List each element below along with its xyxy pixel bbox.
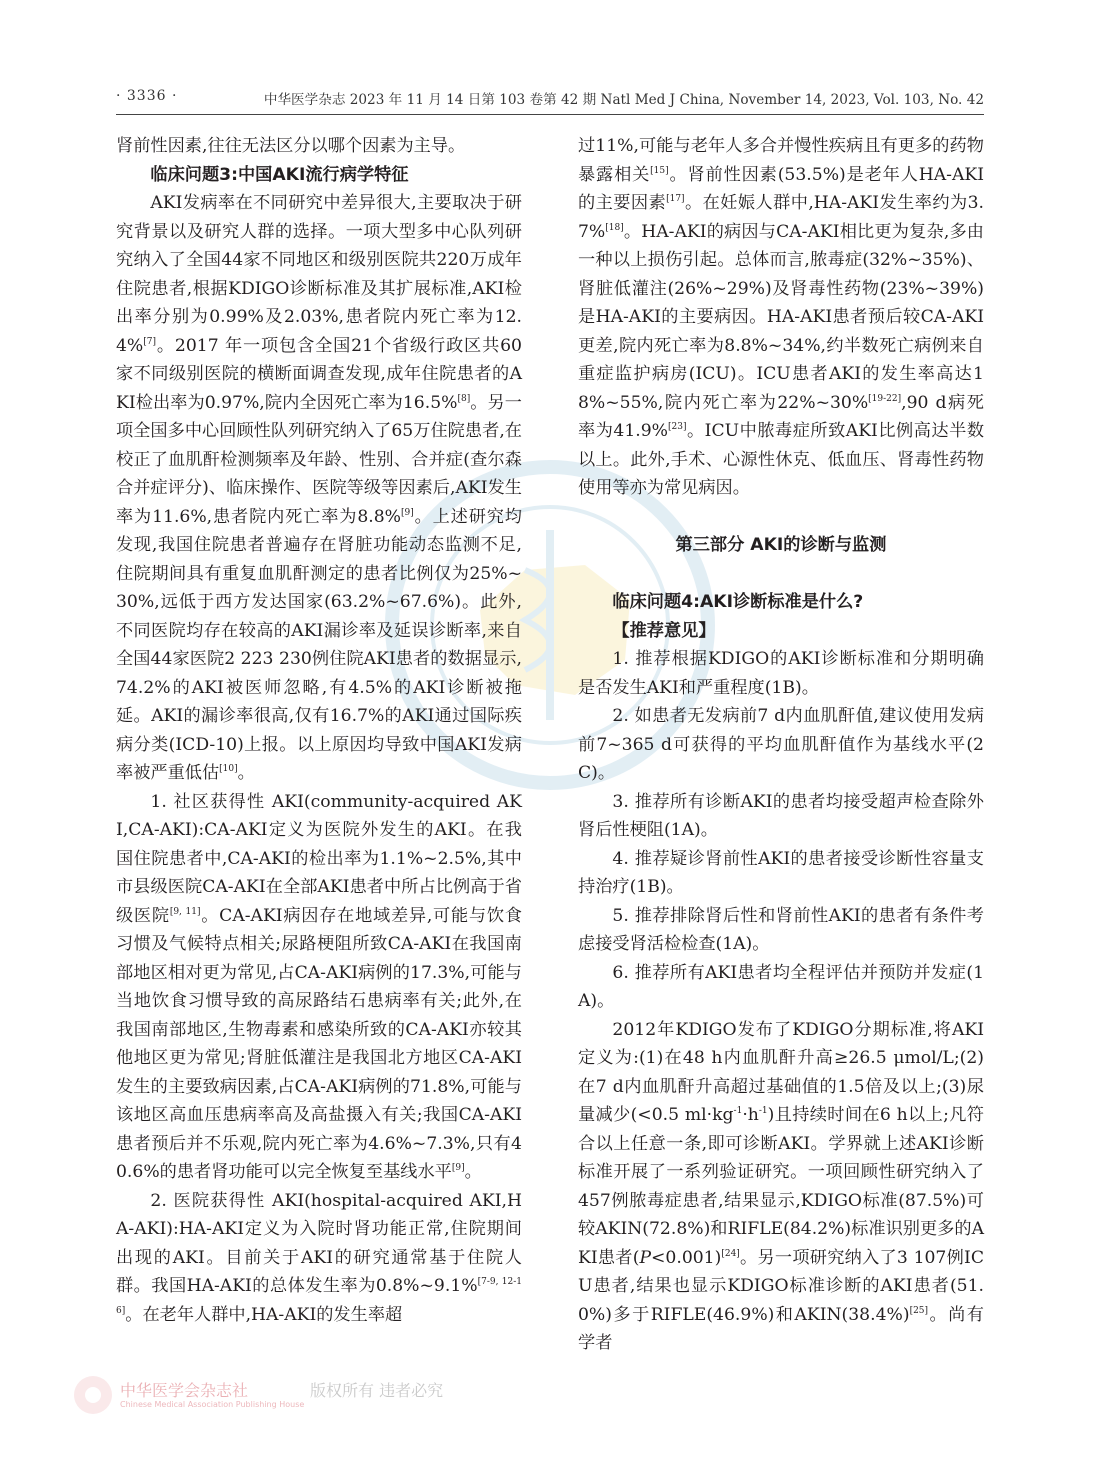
citation: [18] (605, 222, 624, 233)
section-heading-q4: 临床问题4:AKI诊断标准是什么? (612, 592, 864, 612)
recommendation-item: 4. 推荐疑诊肾前性AKI的患者接受诊断性容量支持治疗(1B)。 (578, 848, 984, 897)
citation: [15] (650, 165, 669, 176)
publisher-name: 中华医学会杂志社 (120, 1381, 249, 1400)
paragraph: 2. 医院获得性 AKI(hospital-acquired AKI,HA-AKI):HA-AKI定义为入院时肾功能正常,住院期间出现的AKI。目前关于AKI的研究通常基于住院人群。我国HA-AKI的总体发生率为0.8%~9.1%[7-9, 12-16]。在老年人群中,HA-AKI的发生率超 (116, 1190, 523, 1325)
citation: [9] (401, 507, 414, 518)
citation: [25] (909, 1305, 929, 1316)
publisher-name-en: Chinese Medical Association Publishing House (120, 1400, 305, 1409)
citation: [19-22] (868, 393, 902, 404)
recommendation-item: 5. 推荐排除肾后性和肾前性AKI的患者有条件考虑接受肾活检检查(1A)。 (578, 905, 984, 954)
paragraph: 1. 社区获得性 AKI(community-acquired AKI,CA-AKI):CA-AKI定义为医院外发生的AKI。在我国住院患者中,CA-AKI的检出率为1.1%~2.5%,其中市县级医院CA-AKI在全部AKI患者中所占比例高于省级医院[9, 11]。CA-AKI病因存在地域差异,可能与饮食习惯及气候特点相关;尿路梗阻所致CA-AKI在我国南部地区相对更为常见,占CA-AKI病例的17.3%,可能与当地饮食习惯导致的高尿路结石患病率有关;此外,在我国南部地区,生物毒素和感染所致的CA-AKI亦较其他地区更为常见;肾脏低灌注是我国北方地区CA-AKI发生的主要致病因素,占CA-AKI病例的71.8%,可能与该地区高血压患病率高及高盐摄入有关;我国CA-AKI患者预后并不乐观,院内死亡率为4.6%~7.3%,只有40.6%的患者肾功能可以完全恢复至基线水平[9]。 (116, 791, 522, 1182)
citation: [23] (668, 422, 687, 432)
recommendation-item: 6. 推荐所有AKI患者均全程评估并预防并发症(1A)。 (578, 962, 984, 1011)
citation: [10] (219, 764, 238, 774)
part-heading: 第三部分 AKI的诊断与监测 (675, 535, 887, 555)
running-header (116, 88, 984, 110)
citation: [7-9, 12-16] (116, 1277, 523, 1316)
right-column (578, 132, 984, 1358)
journal-citation: 中华医学杂志 2023 年 11 月 14 日第 103 卷第 42 期 Natl Med J China, November 14, 2023, Vol. 103, No. 42 (263, 92, 984, 108)
citation: [9] (451, 1163, 465, 1173)
citation: [7] (143, 336, 157, 347)
paragraph: AKI发病率在不同研究中差异很大,主要取决于研究背景以及研究人群的选择。一项大型多中心队列研究纳入了全国44家不同地区和级别医院共220万成年住院患者,根据KDIGO诊断标准及其扩展标准,AKI检出率分别为0.99%及2.03%,患者院内死亡率为12.4%[7]。2017 年一项包含全国21个省级行政区共60家不同级别医院的横断面调查发现,成年住院患者的AKI检出率为0.97%,院内全因死亡率为16.5%[8]。另一项全国多中心回顾性队列研究纳入了65万住院患者,在校正了血肌酐检测频率及年龄、性别、合并症(查尔森合并症评分)、临床操作、医院等级等因素后,AKI发生率为11.6%,患者院内死亡率为8.8%[9]。上述研究均发现,我国住院患者普遍存在肾脏功能动态监测不足,住院期间具有重复血肌酐测定的患者比例仅为25%~30%,远低于西方发达国家(63.2%~67.6%)。此外,不同医院均存在较高的AKI漏诊率及延误诊断率,来自全国44家医院2 223 230例住院AKI患者的数据显示,74.2%的AKI被医师忽略,有4.5%的AKI诊断被拖延。AKI的漏诊率很高,仅有16.7%的AKI通过国际疾病分类(ICD-10)上报。以上原因均导致中国AKI发病率被严重低估[10]。 (116, 193, 522, 783)
section-heading-q3: 临床问题3:中国AKI流行病学特征 (150, 164, 409, 185)
citation: [8] (457, 393, 471, 404)
page-number: · 3336 · (116, 88, 178, 104)
recommendation-item: 1. 推荐根据KDIGO的AKI诊断标准和分期明确是否发生AKI和严重程度(1B)。 (578, 649, 984, 698)
recommendation-item: 2. 如患者无发病前7 d内血肌酐值,建议使用发病前7~365 d可获得的平均血肌酐值作为基线水平(2C)。 (578, 706, 984, 783)
citation: [9, 11] (169, 906, 201, 917)
publisher-logo-icon (72, 1374, 114, 1416)
recommendation-item: 3. 推荐所有诊断AKI的患者均接受超声检查除外肾后性梗阻(1A)。 (578, 791, 984, 840)
paragraph: 过11%,可能与老年人多合并慢性疾病且有更多的药物暴露相关[15]。肾前性因素(53.5%)是老年人HA-AKI的主要因素[17]。在妊娠人群中,HA-AKI发生率约为3.7%[18]。HA-AKI的病因与CA-AKI相比更为复杂,多由一种以上损伤引起。总体而言,脓毒症(32%~35%)、肾脏低灌注(26%~29%)及肾毒性药物(23%~39%)是HA-AKI的主要病因。HA-AKI患者预后较CA-AKI更差,院内死亡率为8.8%~34%,约半数死亡病例来自重症监护病房(ICU)。ICU患者AKI的发生率高达18%~55%,院内死亡率为22%~30%[19-22],90 d病死率为41.9%[23]。ICU中脓毒症所致AKI比例高达半数以上。此外,手术、心源性休克、低血压、肾毒性药物使用等亦为常见病因。 (578, 136, 985, 498)
recommendation-heading: 【推荐意见】 (612, 620, 716, 641)
citation: [17] (666, 194, 685, 204)
header-rule (116, 114, 984, 115)
citation: [24] (721, 1248, 740, 1259)
paragraph: 2012年KDIGO发布了KDIGO分期标准,将AKI定义为:(1)在48 h内血肌酐升高≥26.5 μmol/L;(2)在7 d内血肌酐升高超过基础值的1.5倍及以上;(3)尿量减少(<0.5 $ml\cdot kg^{-1}\cdot h^{-1}$)且持续时间在6 h以上;凡符合以上任意一条,即可诊断AKI。学界就上述AKI诊断标准开展了一系列验证研究。一项回顾性研究纳入了457例脓毒症患者,结果显示,KDIGO标准(87.5%)可较AKIN(72.8%)和RIFLE(84.2%)标准识别更多的AKI患者(P<0.001)[24]。另一项研究纳入了3 107例ICU患者,结果也显示KDIGO标准诊断的AKI患者(51.0%)多于RIFLE(46.9%)和AKIN(38.4%)[25]。尚有学者 (578, 1019, 984, 1353)
paragraph: 肾前性因素,往往无法区分以哪个因素为主导。 (116, 136, 466, 156)
copyright-watermark: 版权所有 违者必究 (310, 1381, 444, 1400)
left-column (116, 132, 522, 1329)
